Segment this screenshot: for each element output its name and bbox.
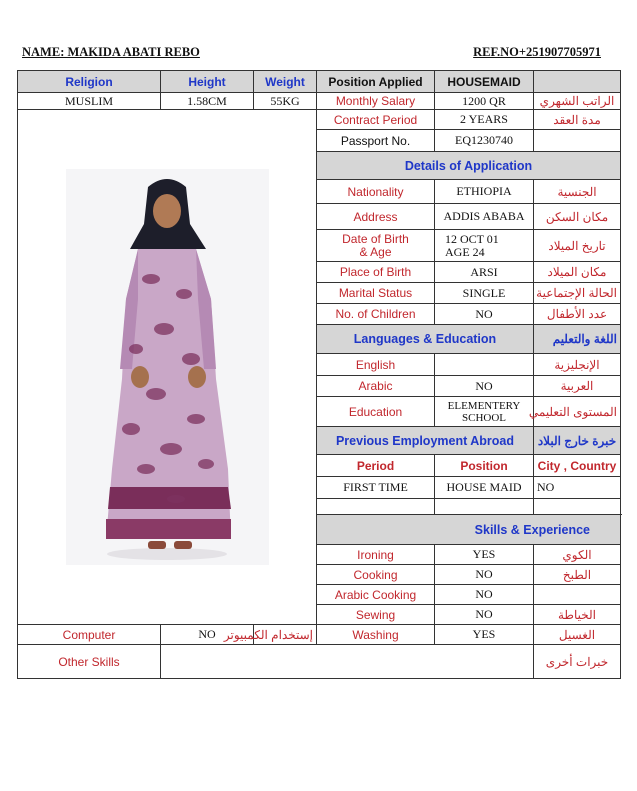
arabic-label: Arabic: [317, 376, 435, 397]
dob-value: [435, 230, 534, 262]
dob-label-ar: تاريخ الميلاد: [534, 230, 621, 262]
skills-section-title: Skills & Experience: [317, 515, 621, 545]
weight-value: 55KG: [254, 93, 317, 110]
skill-washing-label-ar: الغسيل: [534, 625, 621, 645]
skill-ironing-label: Ironing: [317, 545, 435, 565]
position-applied-label: Position Applied: [317, 71, 435, 93]
arabic-value: NO: [435, 376, 534, 397]
education-label: Education: [317, 397, 435, 427]
marital-status-label-ar: الحالة الإجتماعية: [534, 283, 621, 304]
skill-computer-label: Computer: [18, 625, 161, 645]
skill-arabic-cooking-label: Arabic Cooking: [317, 585, 435, 605]
skill-cooking-value: NO: [435, 565, 534, 585]
reference-number: REF.NO+251907705971: [473, 45, 601, 59]
nationality-label-ar: الجنسية: [534, 180, 621, 204]
skill-computer-value: NO: [161, 625, 254, 645]
skill-arabic-cooking-label-ar: [534, 585, 621, 605]
contract-label-ar: مدة العقد: [534, 110, 621, 130]
contract-value: 2 YEARS: [435, 110, 534, 130]
employment-empty-2: [435, 499, 534, 515]
skill-arabic-cooking-value: NO: [435, 585, 534, 605]
passport-value: EQ1230740: [435, 130, 534, 152]
employment-country-value: NO: [534, 477, 621, 499]
children-label-ar: عدد الأطفال: [534, 304, 621, 325]
skill-cooking-label-ar: الطبخ: [534, 565, 621, 585]
employment-empty-3: [534, 499, 621, 515]
dob-label: [317, 230, 435, 262]
marital-status-label: Marital Status: [317, 283, 435, 304]
applicant-figure: [66, 169, 269, 565]
address-value: ADDIS ABABA: [435, 204, 534, 230]
address-label: Address: [317, 204, 435, 230]
skill-sewing-value: NO: [435, 605, 534, 625]
education-value-line1: ELEMENTERY: [447, 399, 521, 412]
employment-position-value: HOUSE MAID: [435, 477, 534, 499]
skill-washing-value: YES: [435, 625, 534, 645]
country-column-header: City , Country: [534, 455, 621, 477]
skill-ironing-value: YES: [435, 545, 534, 565]
passport-label: Passport No.: [317, 130, 435, 152]
education-value-line2: SCHOOL: [461, 411, 506, 424]
applicant-photo: [66, 169, 269, 565]
employment-section-title: Previous Employment Abroad: [317, 427, 534, 455]
birthplace-value: ARSI: [435, 262, 534, 283]
languages-section-title: Languages & Education: [317, 325, 534, 354]
details-section-title: Details of Application: [317, 152, 621, 180]
birthplace-label-ar: مكان الميلاد: [534, 262, 621, 283]
education-value: [435, 397, 534, 427]
children-value: NO: [435, 304, 534, 325]
salary-value: 1200 QR: [435, 93, 534, 110]
languages-section-title-ar: اللغة والتعليم: [534, 325, 621, 354]
position-blank: [534, 71, 621, 93]
marital-status-value: SINGLE: [435, 283, 534, 304]
other-skills-label: Other Skills: [18, 645, 161, 679]
english-value: [435, 354, 534, 376]
photo-cell: [18, 110, 317, 625]
period-column-header: Period: [317, 455, 435, 477]
english-label: English: [317, 354, 435, 376]
birthplace-label: Place of Birth: [317, 262, 435, 283]
skill-sewing-label-ar: الخياطة: [534, 605, 621, 625]
nationality-label: Nationality: [317, 180, 435, 204]
dob-value-age: AGE 24: [445, 244, 485, 259]
dob-value-date: 12 OCT 01: [445, 231, 499, 246]
skill-sewing-label: Sewing: [317, 605, 435, 625]
contract-label: Contract Period: [317, 110, 435, 130]
employment-empty-1: [317, 499, 435, 515]
height-header: Height: [161, 71, 254, 93]
skill-ironing-label-ar: الكوي: [534, 545, 621, 565]
education-label-ar: المستوى التعليمي: [534, 397, 621, 427]
salary-label-ar: الراتب الشهري: [534, 93, 621, 110]
children-label: No. of Children: [317, 304, 435, 325]
skill-washing-label: Washing: [317, 625, 435, 645]
passport-blank: [534, 130, 621, 152]
religion-value: MUSLIM: [18, 93, 161, 110]
religion-header: Religion: [18, 71, 161, 93]
employment-period-value: FIRST TIME: [317, 477, 435, 499]
position-applied-value: HOUSEMAID: [435, 71, 534, 93]
other-skills-label-ar: خبرات أخرى: [534, 645, 621, 679]
arabic-label-ar: العربية: [534, 376, 621, 397]
dob-label-line2: & Age: [359, 244, 392, 259]
applicant-name: NAME: MAKIDA ABATI REBO: [22, 45, 200, 59]
other-skills-value: [161, 645, 534, 679]
height-value: 1.58CM: [161, 93, 254, 110]
weight-header: Weight: [254, 71, 317, 93]
employment-section-title-ar: خبرة خارج البلاد: [534, 427, 621, 455]
salary-label: Monthly Salary: [317, 93, 435, 110]
cv-table: [17, 70, 621, 679]
english-label-ar: الإنجليزية: [534, 354, 621, 376]
skill-computer-label-ar: إستخدام الكمبيوتر: [254, 625, 317, 645]
dob-label-line1: Date of Birth: [342, 231, 409, 246]
position-column-header: Position: [435, 455, 534, 477]
nationality-value: ETHIOPIA: [435, 180, 534, 204]
skill-cooking-label: Cooking: [317, 565, 435, 585]
address-label-ar: مكان السكن: [534, 204, 621, 230]
